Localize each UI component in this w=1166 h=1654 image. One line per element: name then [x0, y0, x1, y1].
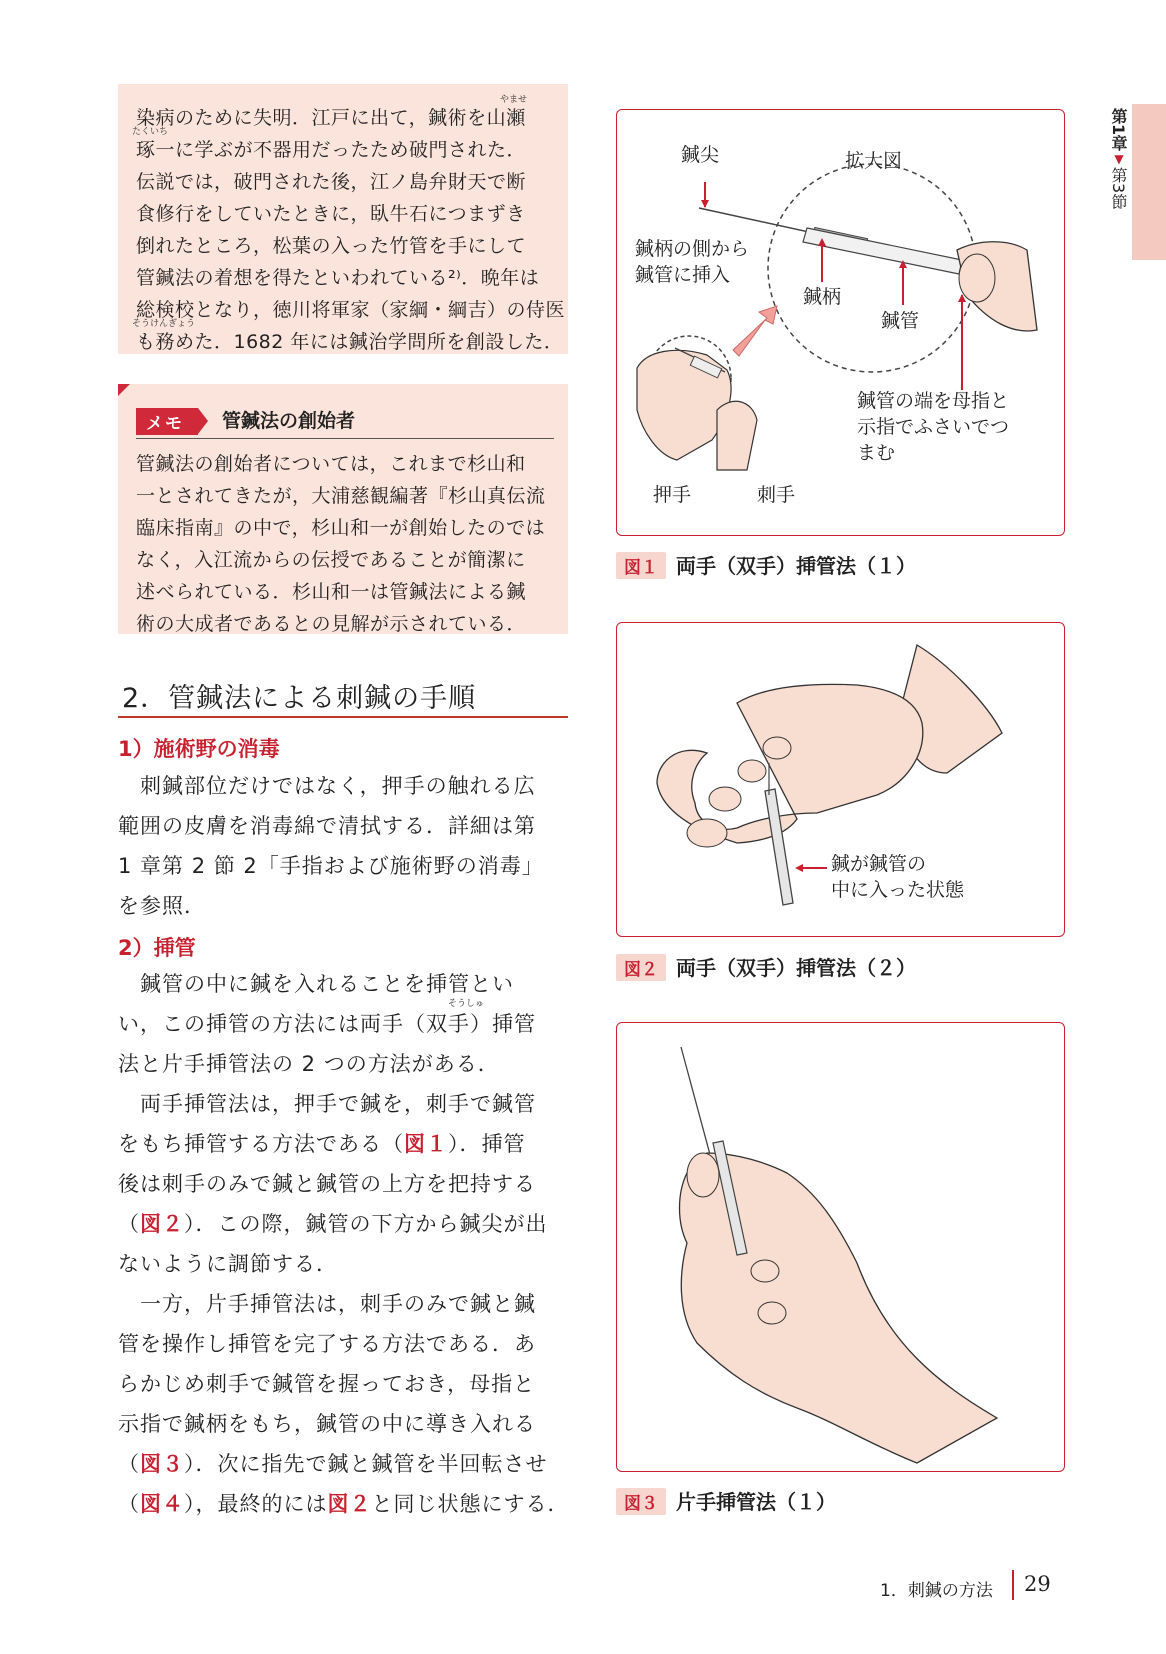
body-line: 管を操作し挿管を完了する方法である．あ	[118, 1332, 536, 1356]
intro-line: も務めた．1682 年には鍼治学問所を創設した．	[136, 331, 564, 353]
memo-header	[136, 402, 554, 439]
figure-3-tag: 図３	[616, 1488, 666, 1515]
intro-line: 総検校となり，徳川将軍家（家綱・綱吉）の侍医	[136, 299, 566, 321]
intro-line: 琢一に学ぶが不器用だったため破門された．	[136, 139, 527, 161]
figure-1-caption: 図１ 両手（双手）挿管法（１）	[616, 550, 916, 579]
memo-line: 管鍼法の創始者については，これまで杉山和	[136, 453, 526, 475]
memo-box	[118, 384, 568, 634]
body-line: 両手挿管法は，押手で鍼を，刺手で鍼管	[118, 1092, 536, 1116]
label-insert-1: 鍼柄の側から	[635, 238, 750, 260]
ref-fig2: 図２	[140, 1212, 184, 1236]
ruby-soushu: そうしゅ	[448, 999, 485, 1009]
body-line: 後は刺手のみで鍼と鍼管の上方を把持する	[118, 1172, 536, 1196]
chapter-tab	[1132, 104, 1166, 260]
intro-line: 倒れたところ，松葉の入った竹管を手にして	[136, 235, 527, 257]
memo-corner-mark	[118, 384, 130, 396]
body-line: 刺鍼部位だけではなく，押手の触れる広	[118, 774, 536, 798]
body-line: 一方，片手挿管法は，刺手のみで鍼と鍼	[118, 1292, 536, 1316]
figure-3-caption: 図３ 片手挿管法（１）	[616, 1486, 836, 1515]
running-title: 1．刺鍼の方法	[880, 1581, 993, 1601]
figure-2-caption: 図２ 両手（双手）挿管法（２）	[616, 952, 916, 981]
body-line: ないように調節する．	[118, 1252, 338, 1276]
intro-line: 染病のために失明．江戸に出て，鍼術を山瀬	[136, 107, 526, 129]
body-line: 範囲の皮膚を消毒綿で清拭する．詳細は第	[118, 814, 536, 838]
memo-line: なく，入江流からの伝授であることが簡潔に	[136, 549, 526, 571]
insertion-text	[118, 964, 568, 1524]
label-needle-tube: 鍼管	[881, 310, 920, 332]
label-sashide: 刺手	[757, 484, 796, 506]
figure-1-illustration	[617, 110, 1064, 535]
figure-2-tag: 図２	[616, 954, 666, 981]
memo-title: 管鍼法の創始者	[222, 410, 356, 432]
intro-line: 食修行をしていたときに，臥牛石につまずき	[136, 203, 526, 225]
label-pinch-3: まむ	[857, 442, 896, 464]
section-rule	[118, 716, 568, 718]
intro-line: 伝説では，破門された後，江ノ島弁財天で断	[136, 171, 527, 193]
figure-1-frame	[616, 109, 1065, 536]
label-needle-tip: 鍼尖	[681, 144, 720, 166]
memo-line: 一とされてきたが，大浦慈観編著『杉山真伝流	[136, 485, 546, 507]
chapter-label: 第1章	[1109, 108, 1128, 152]
intro-box	[118, 84, 568, 354]
label-insert-2: 鍼管に挿入	[635, 264, 731, 286]
body-line: を参照．	[118, 894, 206, 918]
body-line: （図３）．次に指先で鍼と鍼管を半回転させ	[118, 1452, 548, 1476]
ruby-takuichi: たくいち	[132, 127, 169, 137]
figure-3-frame	[616, 1022, 1065, 1472]
label-pinch-1: 鍼管の端を母指と	[857, 390, 1010, 412]
figure-3-illustration	[617, 1023, 1064, 1471]
label-fig2-1: 鍼が鍼管の	[831, 853, 927, 875]
ruby-yamase: やませ	[500, 95, 528, 105]
footer-divider	[1012, 1570, 1014, 1600]
body-line: 1 章第 2 節 2「手指および施術野の消毒」	[118, 854, 544, 878]
body-line: （図２）．この際，鍼管の下方から鍼尖が出	[118, 1212, 548, 1236]
memo-line: 臨床指南』の中で，杉山和一が創始したのでは	[136, 517, 546, 539]
body-line: い，この挿管の方法には両手（双手）挿管	[118, 1012, 536, 1036]
figure-2-frame	[616, 622, 1065, 937]
label-zoom: 拡大図	[845, 150, 903, 172]
memo-line: 述べられている．杉山和一は管鍼法による鍼	[136, 581, 527, 603]
ref-fig3: 図３	[140, 1452, 184, 1476]
memo-tag: メモ	[136, 408, 198, 435]
intro-line: 管鍼法の着想を得たといわれている²⁾．晩年は	[136, 267, 540, 289]
label-needle-handle: 鍼柄	[803, 286, 842, 308]
chapter-tab-arrow-icon: ▼	[1114, 152, 1124, 167]
section-title: 2．管鍼法による刺鍼の手順	[122, 683, 477, 714]
body-line: 示指で鍼柄をもち，鍼管の中に導き入れる	[118, 1412, 536, 1436]
disinfection-text	[118, 766, 568, 926]
subheading-insertion: 2）挿管	[118, 936, 196, 960]
subheading-disinfection: 1）施術野の消毒	[118, 737, 280, 761]
ref-fig4: 図４	[140, 1492, 184, 1516]
label-fig2-2: 中に入った状態	[831, 879, 965, 901]
figure-1-tag: 図１	[616, 552, 666, 579]
label-oshide: 押手	[653, 484, 692, 506]
memo-line: 術の大成者であるとの見解が示されている．	[136, 613, 527, 635]
section-label: 第3節	[1109, 167, 1128, 210]
body-line: らかじめ刺手で鍼管を握っておき，母指と	[118, 1372, 536, 1396]
body-line: 法と片手挿管法の 2 つの方法がある．	[118, 1052, 500, 1076]
body-line: （図４），最終的には図２と同じ状態にする．	[118, 1492, 570, 1516]
ruby-soukengyou: そうけんぎょう	[132, 319, 196, 329]
chapter-tab-text	[1108, 108, 1130, 209]
page-number: 29	[1024, 1572, 1051, 1596]
label-pinch-2: 示指でふさいでつ	[857, 416, 1010, 438]
ref-fig1: 図１	[404, 1132, 448, 1156]
body-line: 鍼管の中に鍼を入れることを挿管とい	[118, 972, 514, 996]
body-line: をもち挿管する方法である（図１）．挿管	[118, 1132, 526, 1156]
ref-fig2-again: 図２	[327, 1492, 372, 1516]
